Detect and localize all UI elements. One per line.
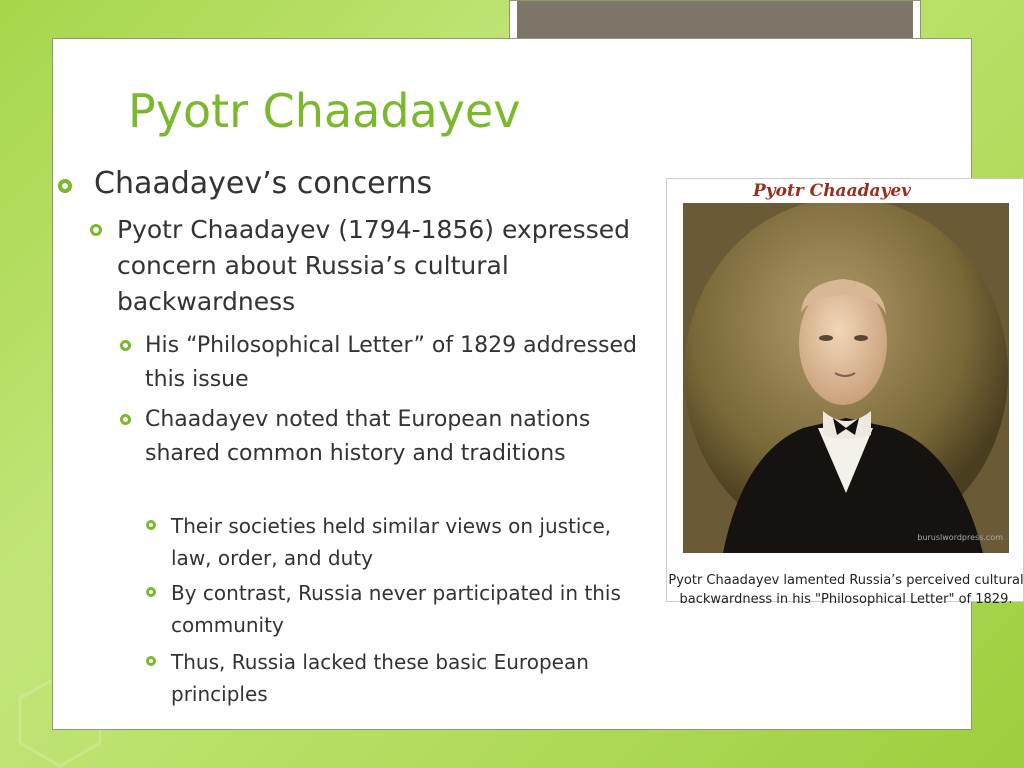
figure-heading: Pyotr Chaadayev — [752, 181, 912, 201]
circle-bullet-icon — [146, 587, 156, 597]
circle-bullet-icon — [146, 656, 156, 666]
slide-title: Pyotr Chaadayev — [128, 84, 521, 138]
circle-bullet-icon — [120, 340, 131, 351]
bullet-level4: Thus, Russia lacked these basic European principles — [146, 646, 646, 710]
image-credit: buruslwordpress.com — [917, 533, 1003, 542]
circle-bullet-icon — [90, 224, 102, 236]
portrait-figure — [666, 178, 1024, 607]
bullet-level3: Chaadayev noted that European nations shared common history and traditions — [120, 403, 640, 471]
bullet-level1: Chaadayev’s concerns — [58, 166, 578, 202]
bullet-level4: Their societies held similar views on justice, law, order, and duty — [146, 510, 646, 574]
circle-bullet-icon — [58, 179, 72, 193]
circle-bullet-icon — [120, 414, 131, 425]
bullet-level3: His “Philosophical Letter” of 1829 addressed this issue — [120, 329, 640, 397]
bullet-level4: By contrast, Russia never participated in this community — [146, 577, 646, 641]
bullet-level2: Pyotr Chaadayev (1794-1856) expressed concern about Russia’s cultural backwardness — [90, 212, 650, 320]
portrait-image — [683, 203, 1009, 553]
figure-caption: Pyotr Chaadayev lamented Russia’s perceived cultural backwardness in his "Philosophical Letter" of 1829. — [668, 573, 1024, 607]
circle-bullet-icon — [146, 520, 156, 530]
